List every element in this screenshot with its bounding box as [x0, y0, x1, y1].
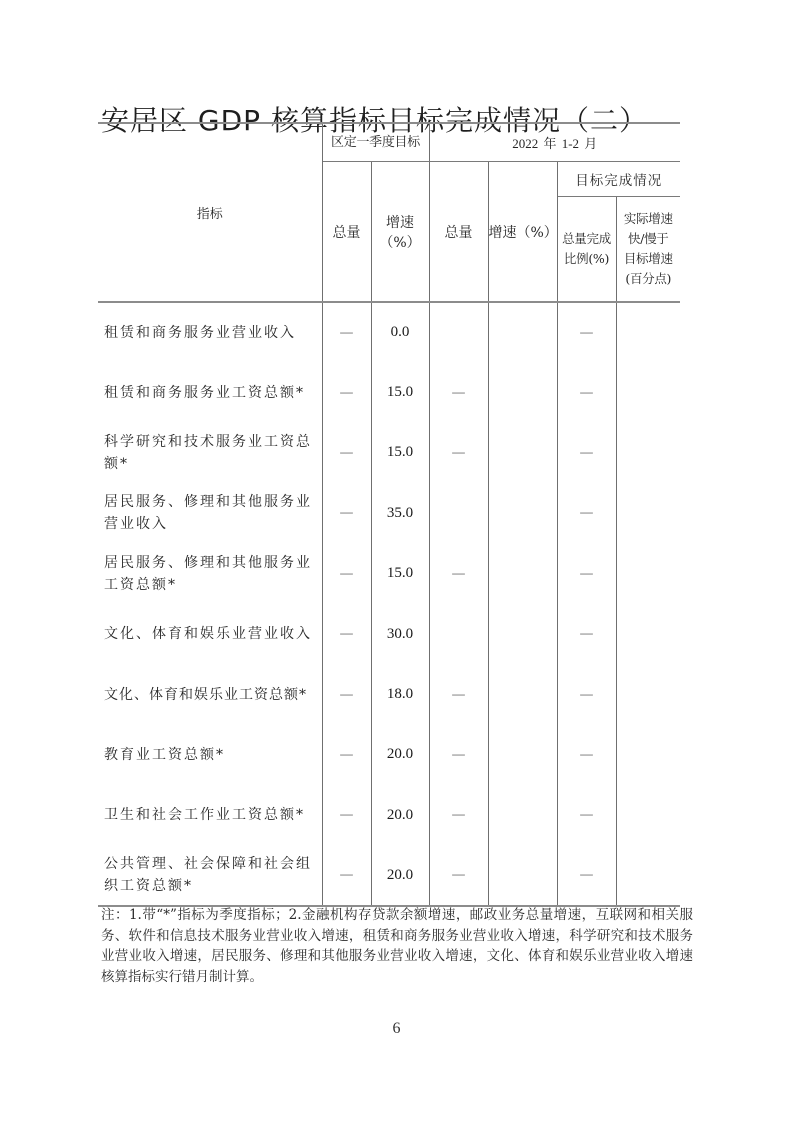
row-actual-total [429, 604, 488, 664]
table-row [98, 302, 680, 362]
row-completion-ratio: — [557, 423, 616, 483]
row-target-total: — [322, 664, 371, 724]
row-indicator: 文化、体育和娱乐业工资总额* [98, 664, 322, 724]
row-target-total: — [322, 604, 371, 664]
row-growth-diff [616, 423, 680, 483]
row-growth-diff [616, 604, 680, 664]
header-growth-diff-line: 目标增速 [623, 251, 673, 266]
table-row [98, 423, 680, 483]
row-growth-diff [616, 785, 680, 845]
row-target-growth: 18.0 [371, 664, 429, 724]
row-completion-ratio: — [557, 483, 616, 543]
table-row [98, 725, 680, 785]
row-target-total: — [322, 785, 371, 845]
row-actual-growth [488, 362, 557, 422]
row-target-total: — [322, 846, 371, 906]
row-indicator: 科学研究和技术服务业工资总额* [98, 423, 322, 483]
row-actual-total: — [429, 785, 488, 845]
row-target-growth: 15.0 [371, 362, 429, 422]
header-actual-total: 总量 [429, 162, 488, 303]
header-completion-ratio-line: 总量完成 [562, 231, 611, 246]
header-growth-diff [616, 197, 680, 303]
row-actual-total [429, 302, 488, 362]
row-indicator: 租赁和商务服务业营业收入 [98, 302, 322, 362]
row-completion-ratio: — [557, 302, 616, 362]
row-target-growth: 20.0 [371, 846, 429, 906]
row-actual-growth [488, 544, 557, 604]
row-completion-ratio: — [557, 725, 616, 785]
row-target-total: — [322, 483, 371, 543]
row-target-growth: 20.0 [371, 725, 429, 785]
row-target-growth: 35.0 [371, 483, 429, 543]
header-target-growth-line: 增速 [386, 214, 414, 231]
row-target-growth: 30.0 [371, 604, 429, 664]
row-completion-ratio: — [557, 785, 616, 845]
row-growth-diff [616, 544, 680, 604]
row-actual-growth [488, 483, 557, 543]
row-actual-growth [488, 846, 557, 906]
row-target-total: — [322, 423, 371, 483]
row-indicator: 文化、体育和娱乐业营业收入 [98, 604, 322, 664]
table-row [98, 664, 680, 724]
row-actual-growth [488, 664, 557, 724]
row-actual-total: — [429, 423, 488, 483]
row-target-growth: 0.0 [371, 302, 429, 362]
row-target-total: — [322, 544, 371, 604]
row-actual-growth [488, 604, 557, 664]
row-completion-ratio: — [557, 604, 616, 664]
row-actual-growth [488, 785, 557, 845]
row-growth-diff [616, 664, 680, 724]
header-period-group: 2022 年 1-2 月 [429, 123, 680, 162]
row-completion-ratio: — [557, 664, 616, 724]
row-actual-growth [488, 302, 557, 362]
row-actual-total: — [429, 544, 488, 604]
header-target-growth [371, 162, 429, 303]
row-actual-growth [488, 725, 557, 785]
header-target-total: 总量 [322, 162, 371, 303]
row-actual-total: — [429, 664, 488, 724]
table-row [98, 846, 680, 906]
header-completion-group: 目标完成情况 [557, 162, 680, 197]
row-completion-ratio: — [557, 544, 616, 604]
row-completion-ratio: — [557, 846, 616, 906]
page-title: 安居区 GDP 核算指标目标完成情况（二） [101, 103, 648, 137]
table-row [98, 544, 680, 604]
row-actual-total: — [429, 846, 488, 906]
table-footnote: 注：1.带“*”指标为季度指标；2.金融机构存贷款余额增速，邮政业务总量增速，互联网和相关服务、软件和信息技术服务业营业收入增速，租赁和商务服务业营业收入增速，科学研究和技术服务业营业收入增速，居民服务、修理和其他服务业营业收入增速，文化、体育和娱乐业营业收入增速核算指标实行错月制计算。 [101, 907, 693, 985]
header-completion-ratio [557, 197, 616, 303]
row-target-growth: 15.0 [371, 544, 429, 604]
header-growth-diff-line: (百分点) [625, 271, 672, 286]
row-actual-growth [488, 423, 557, 483]
row-target-growth: 20.0 [371, 785, 429, 845]
row-indicator: 卫生和社会工作业工资总额* [98, 785, 322, 845]
row-target-growth: 15.0 [371, 423, 429, 483]
row-target-total: — [322, 362, 371, 422]
row-actual-total [429, 483, 488, 543]
row-actual-total: — [429, 725, 488, 785]
gdp-indicator-table [98, 122, 680, 907]
header-growth-diff-line: 快/慢于 [628, 231, 669, 246]
row-growth-diff [616, 302, 680, 362]
row-growth-diff [616, 362, 680, 422]
row-indicator: 居民服务、修理和其他服务业工资总额* [98, 544, 322, 604]
row-target-total: — [322, 302, 371, 362]
row-indicator: 教育业工资总额* [98, 725, 322, 785]
row-indicator: 租赁和商务服务业工资总额* [98, 362, 322, 422]
table-row [98, 785, 680, 845]
row-growth-diff [616, 483, 680, 543]
header-target-growth-line: （%） [379, 234, 421, 251]
row-indicator: 居民服务、修理和其他服务业营业收入 [98, 483, 322, 543]
page-number: 6 [392, 1020, 401, 1037]
header-growth-diff-line: 实际增速 [623, 211, 673, 226]
header-completion-ratio-line: 比例(%) [563, 251, 610, 266]
header-actual-growth: 增速（%） [488, 162, 557, 303]
header-indicator: 指标 [98, 123, 322, 302]
row-target-total: — [322, 725, 371, 785]
row-growth-diff [616, 846, 680, 906]
table-row [98, 362, 680, 422]
table-row [98, 483, 680, 543]
row-growth-diff [616, 725, 680, 785]
row-actual-total: — [429, 362, 488, 422]
row-indicator: 公共管理、社会保障和社会组织工资总额* [98, 846, 322, 906]
header-district-target-group: 区定一季度目标 [322, 123, 429, 162]
row-completion-ratio: — [557, 362, 616, 422]
table-row [98, 604, 680, 664]
